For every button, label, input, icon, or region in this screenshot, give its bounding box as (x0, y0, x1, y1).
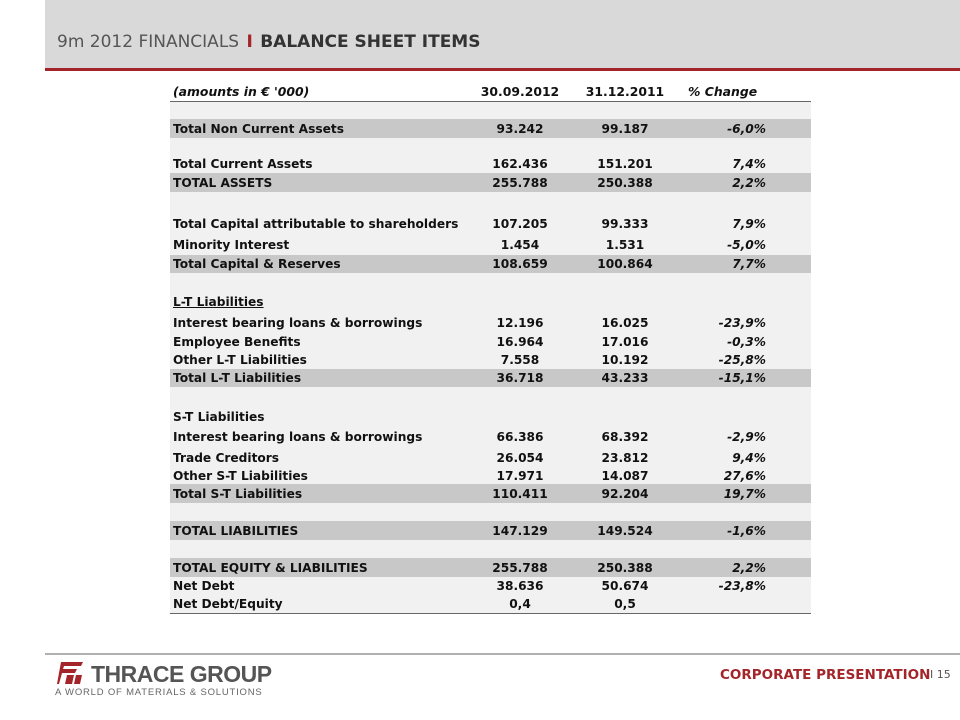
table-row (170, 595, 811, 613)
thrace-logo-mark-icon (57, 662, 83, 684)
row-value-2011: 10.192 (601, 353, 649, 367)
row-value-2012: 255.788 (492, 560, 548, 575)
row-value-2012: 93.242 (496, 121, 544, 136)
table-row (170, 312, 811, 333)
row-change: -6,0% (727, 121, 766, 136)
row-value-2012: 147.129 (492, 523, 548, 538)
row-value-2011: 99.333 (601, 217, 649, 231)
row-value-2012: 36.718 (496, 371, 544, 385)
row-change: -23,8% (718, 579, 766, 593)
row-value-2012: 162.436 (492, 157, 548, 171)
section-heading-row (170, 292, 811, 312)
row-value-2011: 250.388 (597, 560, 653, 575)
row-label: Total Current Assets (173, 157, 313, 171)
row-change: 9,4% (732, 450, 766, 465)
row-label: Interest bearing loans & borrowings (173, 430, 423, 444)
row-value-2011: 17.016 (601, 335, 649, 349)
row-value-2012: 12.196 (496, 315, 544, 330)
spacer-row (170, 138, 811, 155)
row-value-2011: 68.392 (601, 430, 649, 444)
row-value-2012: 1.454 (500, 238, 540, 252)
row-value-2011: 0,5 (570, 595, 680, 613)
table-row (170, 155, 811, 173)
row-label: TOTAL ASSETS (173, 175, 273, 190)
spacer-row (170, 101, 811, 119)
row-label: Minority Interest (173, 238, 290, 252)
row-change (680, 595, 811, 613)
page-title (57, 32, 480, 52)
logo-tagline: A WORLD OF MATERIALS & SOLUTIONS (55, 687, 263, 698)
spacer-row (170, 387, 811, 407)
table-row (170, 467, 811, 484)
section-heading-st: S-T Liabilities (173, 409, 265, 424)
row-value-2012: 255.788 (492, 175, 548, 190)
row-value-2011: 100.864 (597, 257, 653, 271)
table-row (170, 426, 811, 448)
table-row (170, 235, 811, 255)
row-value-2012: 17.971 (496, 468, 544, 483)
row-label: Interest bearing loans & borrowings (173, 315, 423, 330)
row-label: Total Non Current Assets (173, 121, 344, 136)
row-value-2011: 250.388 (597, 175, 653, 190)
table-row (170, 119, 811, 138)
row-value-2012: 16.964 (496, 335, 544, 349)
title-separator: I (246, 32, 253, 52)
row-value-2011: 14.087 (601, 468, 649, 483)
table-row (170, 448, 811, 467)
row-change: -5,0% (727, 238, 766, 252)
row-value-2012: 7.558 (500, 353, 540, 367)
row-value-2011: 92.204 (601, 486, 649, 501)
col-header-change: % Change (680, 82, 811, 101)
row-change: 27,6% (723, 468, 766, 483)
row-change: 2,2% (732, 175, 766, 190)
col-header-amounts: (amounts in € '000) (170, 82, 470, 101)
row-value-2011: 149.524 (597, 523, 653, 538)
row-value-2011: 1.531 (605, 238, 645, 252)
footer-divider (45, 653, 960, 655)
row-label: Net Debt/Equity (170, 595, 470, 613)
table-row (170, 333, 811, 351)
row-label: Other L-T Liabilities (173, 353, 307, 367)
table-row (170, 558, 811, 577)
balance-sheet-table (170, 82, 811, 614)
table-row (170, 351, 811, 369)
section-heading-lt: L-T Liabilities (173, 295, 264, 309)
section-heading-row (170, 407, 811, 426)
row-label: Net Debt (173, 579, 235, 593)
row-value-2012: 38.636 (496, 579, 544, 593)
row-change: 7,7% (732, 257, 766, 271)
row-value-2011: 43.233 (601, 371, 649, 385)
row-value-2012: 66.386 (496, 430, 544, 444)
row-change: 7,9% (732, 217, 766, 231)
row-change: -0,3% (727, 335, 766, 349)
row-label: Total L-T Liabilities (173, 371, 302, 385)
row-change: -23,9% (718, 315, 766, 330)
page-number: I 15 (930, 668, 951, 681)
corporate-presentation-label: CORPORATE PRESENTATION (720, 667, 931, 683)
row-label: Total Capital attributable to shareholders (173, 217, 459, 231)
table-row (170, 173, 811, 192)
row-value-2012: 26.054 (496, 450, 544, 465)
col-header-date1: 30.09.2012 (470, 82, 570, 101)
col-header-date2: 31.12.2011 (570, 82, 680, 101)
row-value-2011: 50.674 (601, 579, 649, 593)
row-label: Trade Creditors (173, 450, 280, 465)
spacer-row (170, 273, 811, 292)
row-label: Total S-T Liabilities (173, 486, 303, 501)
row-value-2011: 16.025 (601, 315, 649, 330)
table-row (170, 213, 811, 235)
row-change: -1,6% (727, 523, 766, 538)
row-change: 2,2% (732, 560, 766, 575)
row-value-2012: 110.411 (492, 486, 548, 501)
row-label: TOTAL EQUITY & LIABILITIES (173, 560, 368, 575)
row-value-2012: 108.659 (492, 257, 548, 271)
row-change: -15,1% (718, 371, 766, 385)
row-value-2012: 107.205 (492, 217, 548, 231)
title-main: BALANCE SHEET ITEMS (260, 32, 481, 52)
row-label: Other S-T Liabilities (173, 468, 308, 483)
title-prefix: 9m 2012 FINANCIALS (57, 32, 240, 52)
row-change: 19,7% (723, 486, 766, 501)
logo-name: THRACE GROUP (91, 661, 272, 687)
header-accent-line (45, 68, 960, 71)
spacer-row (170, 192, 811, 213)
spacer-row (170, 503, 811, 521)
row-label: TOTAL LIABILITIES (173, 523, 299, 538)
table-row (170, 577, 811, 595)
row-value-2011: 151.201 (597, 157, 653, 171)
row-value-2011: 23.812 (601, 450, 649, 465)
row-change: -25,8% (718, 353, 766, 367)
spacer-row (170, 540, 811, 558)
row-change: -2,9% (727, 430, 766, 444)
row-value-2012: 0,4 (470, 595, 570, 613)
table-row (170, 369, 811, 387)
row-change: 7,4% (732, 157, 766, 171)
table-row (170, 255, 811, 273)
row-label: Total Capital & Reserves (173, 257, 341, 271)
table-row (170, 484, 811, 503)
row-label: Employee Benefits (173, 335, 301, 349)
table-header-row (170, 82, 811, 101)
table-row (170, 521, 811, 540)
row-value-2011: 99.187 (601, 121, 649, 136)
